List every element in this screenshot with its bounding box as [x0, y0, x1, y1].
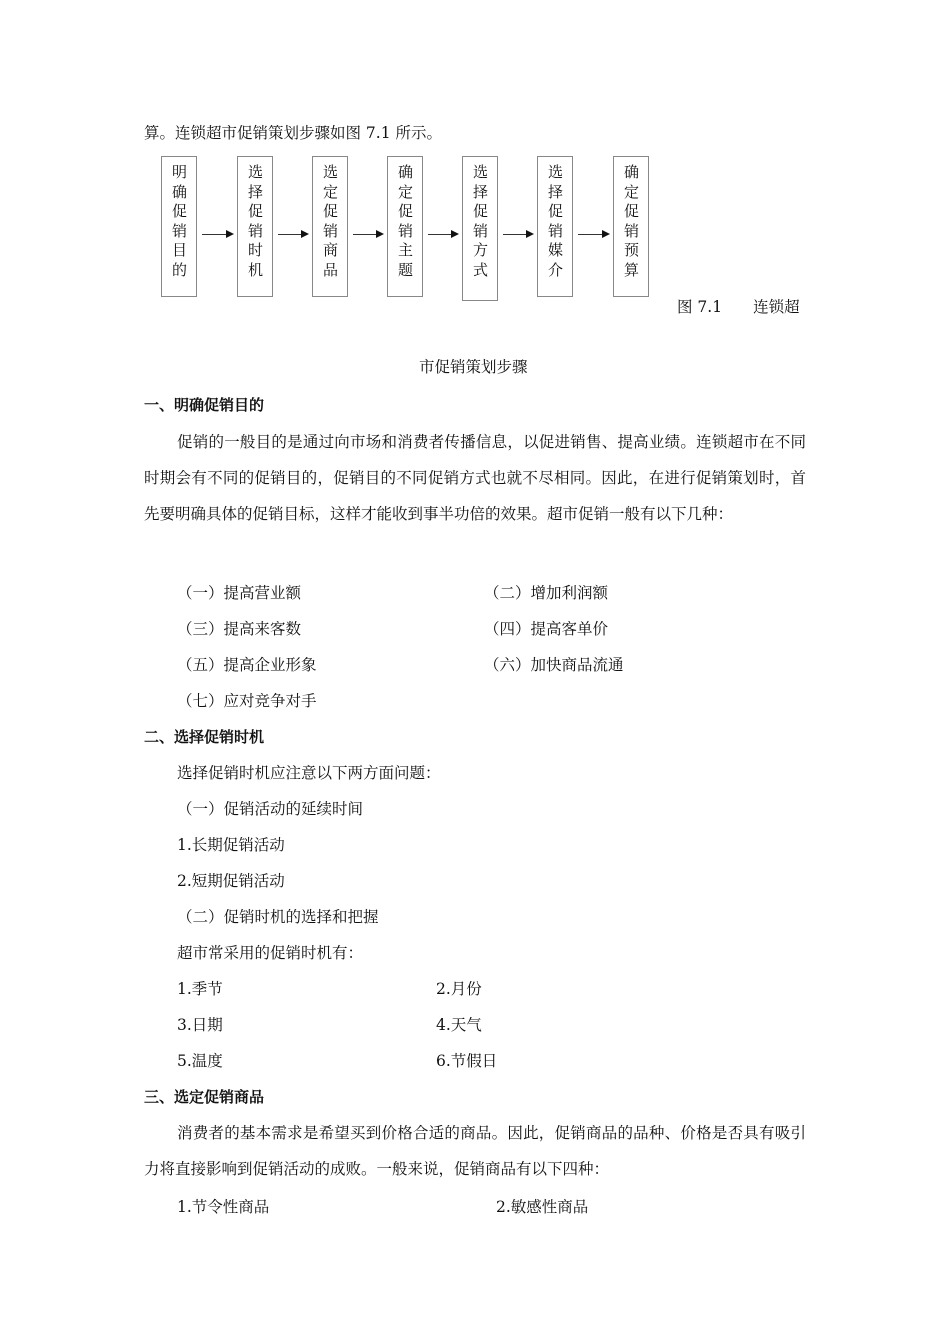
flow-step-label: 明确促销目的 — [172, 163, 188, 279]
flow-arrow — [353, 234, 382, 235]
list-item: 1.长期促销活动 — [177, 836, 285, 854]
text-line: 选择促销时机应注意以下两方面问题： — [177, 764, 441, 782]
list-item: 2.月份 — [436, 980, 482, 998]
flow-step-label: 确定促销主题 — [398, 163, 414, 279]
flow-step-label: 选择促销时机 — [248, 163, 264, 279]
intro-line: 算。连锁超市促销策划步骤如图 7.1 所示。 — [144, 124, 443, 142]
section-heading: 一、明确促销目的 — [144, 396, 265, 414]
list-item: （二）增加利润额 — [484, 584, 609, 602]
list-item: 1.季节 — [177, 980, 223, 998]
section-heading: 三、选定促销商品 — [144, 1088, 265, 1106]
flow-step-label: 确定促销预算 — [624, 163, 640, 279]
flow-step-label: 选择促销方式 — [473, 163, 489, 279]
subheading: （二）促销时机的选择和把握 — [177, 908, 379, 926]
flow-arrow — [503, 234, 532, 235]
subheading: （一）促销活动的延续时间 — [177, 800, 364, 818]
flow-step-3 — [312, 156, 348, 297]
flow-step-label: 选择促销媒介 — [548, 163, 564, 279]
flow-arrow — [202, 234, 232, 235]
list-item: 2.敏感性商品 — [496, 1198, 589, 1216]
flow-step-2 — [237, 156, 273, 297]
paragraph: 消费者的基本需求是希望买到价格合适的商品。因此，促销商品的品种、价格是否具有吸引力将直接影响到促销活动的成败。一般来说，促销商品有以下四种： — [144, 1124, 806, 1178]
list-item: 1.节令性商品 — [177, 1198, 270, 1216]
list-item: （五）提高企业形象 — [177, 656, 317, 674]
list-item: 2.短期促销活动 — [177, 872, 285, 890]
list-item: 5.温度 — [177, 1052, 223, 1070]
flow-arrow — [578, 234, 608, 235]
list-item: （六）加快商品流通 — [484, 656, 624, 674]
flow-step-4 — [387, 156, 423, 297]
flow-arrow — [428, 234, 457, 235]
list-item: （四）提高客单价 — [484, 620, 609, 638]
list-item: （三）提高来客数 — [177, 620, 302, 638]
list-item: （七）应对竞争对手 — [177, 692, 317, 710]
flow-arrow — [278, 234, 307, 235]
list-item: 4.天气 — [436, 1016, 482, 1034]
text-line: 超市常采用的促销时机有： — [177, 944, 364, 962]
flow-step-5 — [462, 156, 498, 301]
flow-step-6 — [537, 156, 573, 297]
figure-caption: 图 7.1 连锁超 — [677, 298, 800, 316]
flow-step-7 — [613, 156, 649, 297]
paragraph: 促销的一般目的是通过向市场和消费者传播信息，以促进销售、提高业绩。连锁超市在不同时期会有不同的促销目的，促销目的不同促销方式也就不尽相同。因此，在进行促销策划时，首先要明确具体的促销目标，这样才能收到事半功倍的效果。超市促销一般有以下几种： — [144, 433, 806, 523]
list-item: （一）提高营业额 — [177, 584, 302, 602]
list-item: 3.日期 — [177, 1016, 223, 1034]
figure-caption-continued: 市促销策划步骤 — [419, 358, 528, 376]
list-item: 6.节假日 — [436, 1052, 498, 1070]
section-heading: 二、选择促销时机 — [144, 728, 265, 746]
flow-step-label: 选定促销商品 — [323, 163, 339, 279]
flow-step-1 — [161, 156, 197, 297]
